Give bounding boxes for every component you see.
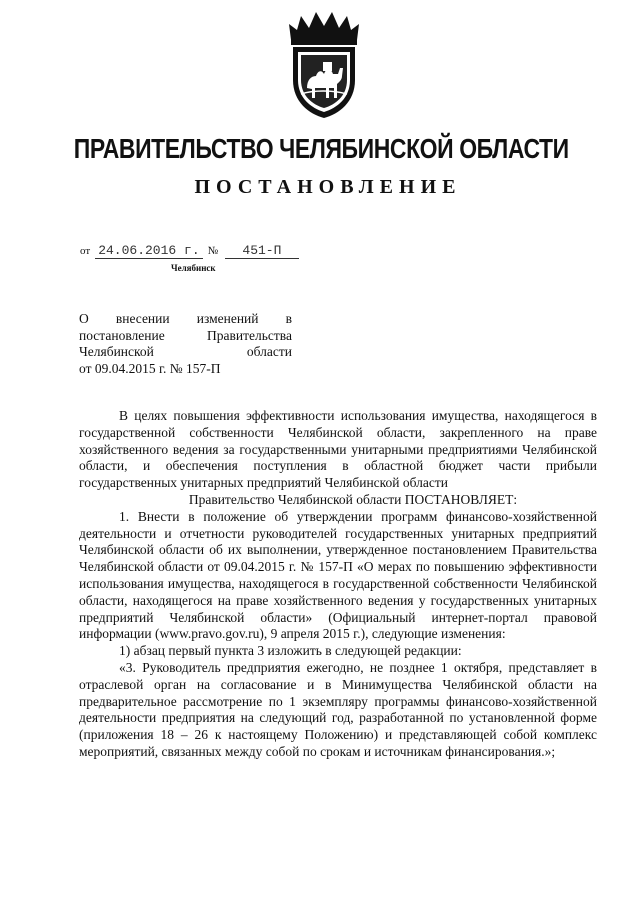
item-1-paragraph: 1. Внести в положение об утверждении программ финансово-хозяйственной деятельности и отчетности руководителей государственных унитарных предприятий Челябинской области об их выполнении, утвержденное постановлением Правительства Челябинской области от 09.04.2015 г. № 157-П «О мерах по повышению эффективности использования имущества, находящегося в государственной собственности Челябинской области, находящегося на праве хозяйственного ведения у государственных унитарных предприятий Челябинской области» (Официальный интернет-портал правовой информации (www.pravo.gov.ru), 9 апреля 2015 г.), следующие изменения: bbox=[79, 508, 597, 642]
resolves-line: Правительство Челябинской области ПОСТАНОВЛЯЕТ: bbox=[188, 491, 518, 507]
subject-line: Челябинской области bbox=[79, 344, 292, 359]
date-number-line bbox=[80, 243, 299, 259]
document-number: 451-П bbox=[225, 243, 299, 259]
coat-of-arms-emblem bbox=[283, 10, 365, 120]
document-subject bbox=[79, 311, 292, 377]
subject-line: от 09.04.2015 г. № 157-П bbox=[79, 360, 221, 376]
preamble-paragraph: В целях повышения эффективности использования имущества, находящегося в государственной собственности Челябинской области, закрепленного на праве хозяйственного ведения за государственными унитарными предприятиями Челябинской области, и обеспечения поступления в областной бюджет части прибыли государственных унитарных предприятий Челябинской области bbox=[79, 408, 597, 491]
document-body bbox=[79, 408, 597, 761]
organization-title: ПРАВИТЕЛЬСТВО ЧЕЛЯБИНСКОЙ ОБЛАСТИ bbox=[73, 133, 569, 164]
quoted-paragraph: «3. Руководитель предприятия ежегодно, не позднее 1 октября, представляет в отраслевой орган на согласование и в Минимущества Челябинской области на предварительное рассмотрение по 1 экземпляру программы финансово-хозяйственной деятельности предприятия на следующий год, разработанной по установленной форме (приложения 18 – 26 к настоящему Положению) и представляющей собой комплекс мероприятий, связанных между собой по срокам и источникам финансирования.»; bbox=[79, 659, 597, 759]
city-name: Челябинск bbox=[171, 263, 216, 273]
number-prefix: № bbox=[207, 245, 219, 257]
date-prefix: от bbox=[80, 245, 91, 257]
subject-line: постановление Правительства bbox=[79, 327, 292, 343]
document-date: 24.06.2016 г. bbox=[95, 243, 203, 259]
subitem-1-paragraph: 1) абзац первый пункта 3 изложить в следующей редакции: bbox=[119, 643, 462, 659]
subject-line: О внесении изменений в bbox=[79, 311, 292, 326]
document-type: ПОСТАНОВЛЕНИЕ bbox=[194, 176, 462, 198]
